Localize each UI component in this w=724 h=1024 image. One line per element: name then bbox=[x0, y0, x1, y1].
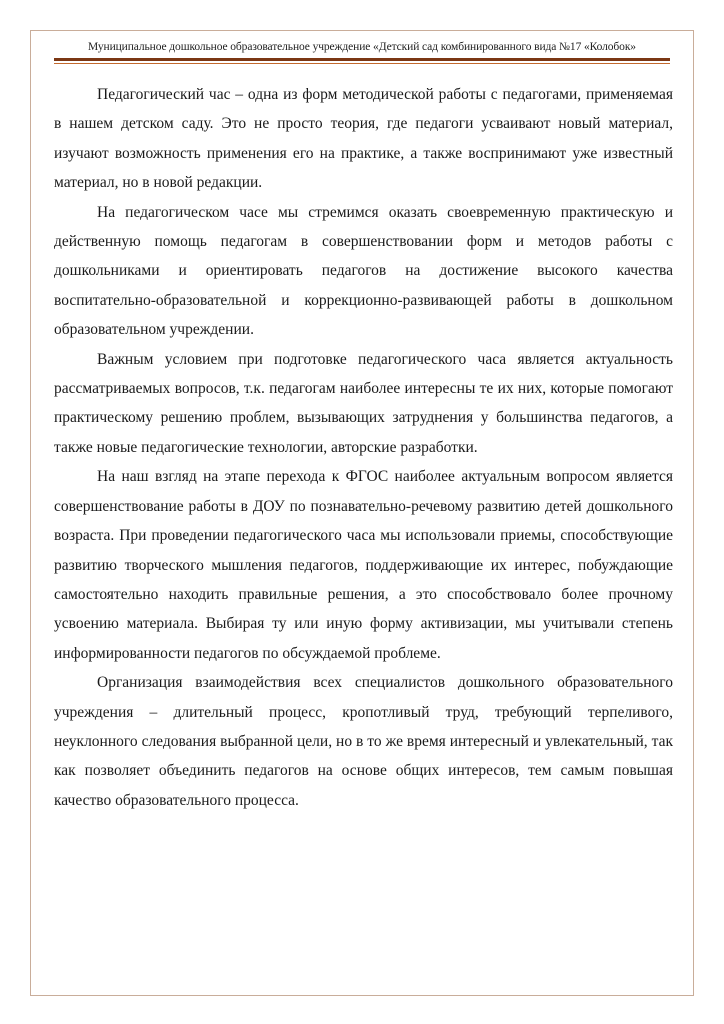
page-header: Муниципальное дошкольное образовательное учреждение «Детский сад комбинированного вида №17 «Колобок» bbox=[88, 41, 636, 53]
paragraph-3: Важным условием при подготовке педагогического часа является актуальность рассматриваемых вопросов, т.к. педагогам наиболее интересны те их них, которые помогают практическому решению проблем, вызывающих затруднения у большинства педагогов, а также новые педагогические технологии, авторские разработки. bbox=[54, 350, 673, 456]
document-body bbox=[54, 80, 673, 815]
paragraph-2: На педагогическом часе мы стремимся оказать своевременную практическую и действенную помощь педагогам в совершенствовании форм и методов работы с дошкольниками и ориентировать педагогов на достижение высокого качества воспитательно-образовательной и коррекционно-развивающей работы в дошкольном образовательном учреждении. bbox=[54, 203, 673, 339]
header-divider-thin bbox=[54, 63, 670, 64]
paragraph-1: Педагогический час – одна из форм методической работы с педагогами, применяемая в нашем детском саду. Это не просто теория, где педагоги усваивают новый материал, изучают возможность применения его на практике, а также воспринимают уже известный материал, но в новой редакции. bbox=[54, 86, 673, 192]
header-divider-thick bbox=[54, 58, 670, 61]
paragraph-5: Организация взаимодействия всех специалистов дошкольного образовательного учреждения – длительный процесс, кропотливый труд, требующий терпеливого, неуклонного следования выбранной цели, но в то же время интересный и увлекательный, так как позволяет объединить педагогов на основе общих интересов, тем самым повышая качество образовательного процесса. bbox=[54, 674, 673, 809]
paragraph-4: На наш взгляд на этапе перехода к ФГОС наиболее актуальным вопросом является совершенствование работы в ДОУ по познавательно-речевому развитию детей дошкольного возраста. При проведении педагогического часа мы использовали приемы, способствующие развитию творческого мышления педагогов, поддерживающие их интерес, побуждающие самостоятельно находить правильные решения, а это способствовало более прочному усвоению материала. Выбирая ту или иную форму активизации, мы учитывали степень информированности педагогов по обсуждаемой проблеме. bbox=[54, 468, 673, 662]
